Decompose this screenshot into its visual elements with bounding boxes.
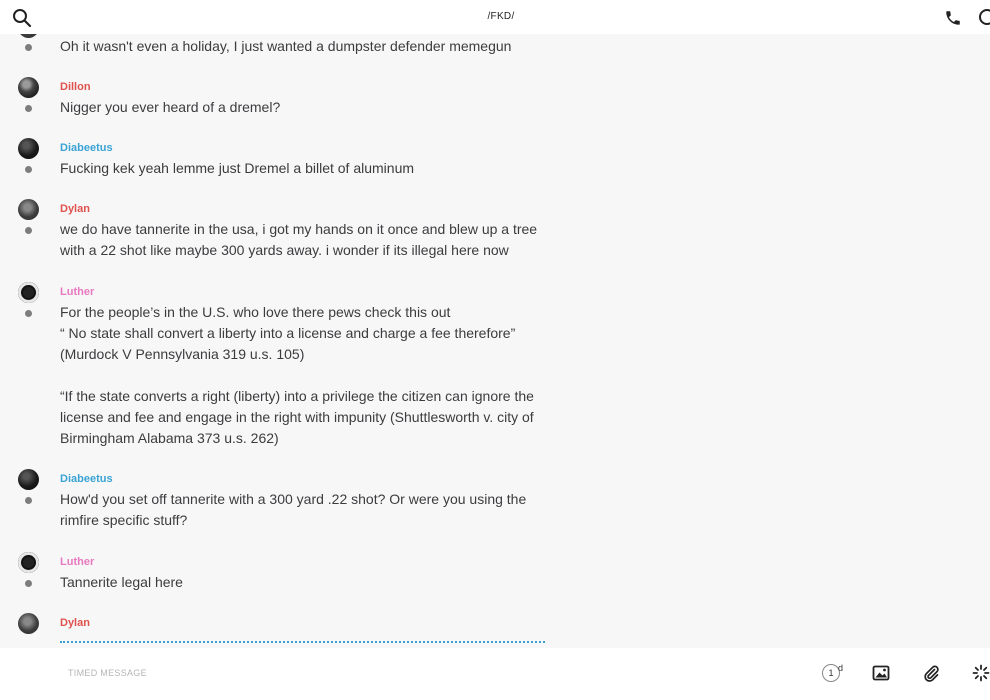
message-line (60, 365, 580, 386)
read-indicator-icon (25, 166, 32, 173)
message-text: How'd you set off tannerite with a 300 yard .22 shot? Or were you using the rimfire specific stuff? (60, 491, 527, 528)
info-icon[interactable] (979, 9, 990, 25)
read-indicator-icon (25, 44, 32, 51)
avatar[interactable] (18, 282, 39, 303)
message-line: “ No state shall convert a liberty into a license and charge a fee therefore” (60, 325, 516, 341)
image-icon[interactable] (872, 664, 890, 682)
paperclip-icon[interactable] (922, 664, 940, 682)
avatar[interactable] (18, 77, 39, 98)
sender-name[interactable]: Dylan (60, 617, 90, 629)
read-indicator-icon (25, 580, 32, 587)
sparkle-icon[interactable] (972, 664, 990, 682)
sender-name[interactable]: Luther (60, 286, 95, 298)
message-line: license and fee and engage in the right with impunity (Shuttlesworth v. city of (60, 409, 534, 425)
sender-name[interactable]: Diabeetus (60, 142, 113, 154)
read-indicator-icon (25, 227, 32, 234)
avatar[interactable] (18, 469, 39, 490)
sender-name[interactable]: Dylan (60, 203, 90, 215)
message-text: Tannerite legal here (60, 574, 183, 590)
timer-unit-label: d (838, 663, 844, 673)
sender-name[interactable]: Dillon (60, 81, 91, 93)
message-text: Fucking kek yeah lemme just Dremel a billet of aluminum (60, 160, 415, 176)
message-input[interactable]: TIMED MESSAGE (68, 668, 147, 678)
read-indicator-icon (25, 497, 32, 504)
message-line: Birmingham Alabama 373 u.s. 262) (60, 430, 279, 446)
read-indicator-icon (25, 310, 32, 317)
avatar[interactable] (18, 613, 39, 634)
avatar[interactable] (18, 199, 39, 220)
message-text: Nigger you ever heard of a dremel? (60, 99, 281, 115)
avatar[interactable] (18, 34, 39, 38)
message-list[interactable] (0, 34, 990, 648)
composer-bar (0, 648, 990, 700)
top-bar (0, 0, 990, 34)
message-text: we do have tannerite in the usa, i got my hands on it once and blew up a tree with a 22 shot like maybe 300 yards away. i wonder if its illegal here now (60, 221, 538, 258)
message-line: “If the state converts a right (liberty) into a privilege the citizen can ignore the (60, 388, 534, 404)
message-text: Oh it wasn't even a holiday, I just wanted a dumpster defender memegun (60, 38, 512, 54)
phone-icon[interactable] (944, 9, 962, 27)
timer-icon[interactable]: 1 (822, 664, 840, 682)
message-line: (Murdock V Pennsylvania 319 u.s. 105) (60, 346, 305, 362)
message-text (60, 302, 580, 449)
avatar[interactable] (18, 138, 39, 159)
message-line: For the people’s in the U.S. who love there pews check this out (60, 304, 451, 320)
sender-name[interactable]: Diabeetus (60, 473, 113, 485)
conversation-title: /FKD/ (487, 11, 515, 22)
avatar[interactable] (18, 552, 39, 573)
read-indicator-icon (25, 105, 32, 112)
message-text-partial (60, 641, 545, 648)
sender-name[interactable]: Luther (60, 556, 95, 568)
